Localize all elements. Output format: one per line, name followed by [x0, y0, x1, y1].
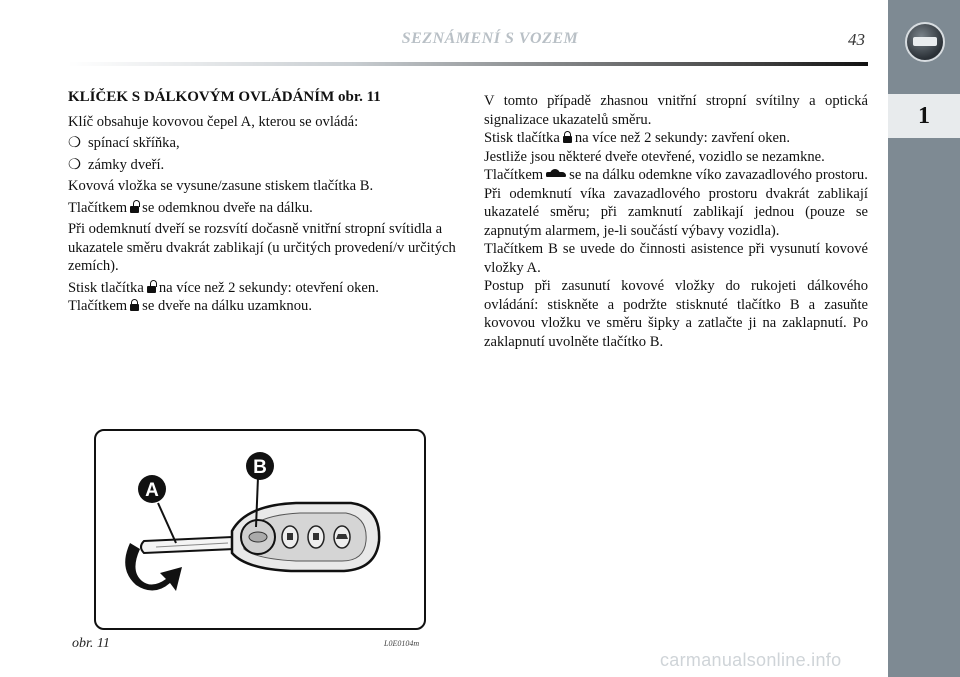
paragraph: Postup při zasunutí kovové vložky do rukojeti dálkového ovládání: stiskněte a podržte stisknuté tlačítko B a zasuňte kovovou vložku ve směru šipky a zatlačte ji na zaklapnutí. Po zaklapnutí uvolněte tlačítko B.	[484, 278, 868, 350]
figure-frame	[94, 429, 426, 630]
unlock-icon	[147, 281, 156, 293]
bullet-icon: ❍	[68, 156, 82, 173]
running-title: SEZNÁMENÍ S VOZEM	[401, 30, 579, 47]
chapter-tab[interactable]: 1	[888, 94, 960, 138]
bullet-icon: ❍	[68, 135, 82, 151]
lock-icon	[563, 131, 572, 143]
car-trunk-icon	[546, 169, 566, 179]
paragraph: Tlačítkem se odemknou dveře na dálku.	[68, 199, 313, 216]
watermark: carmanualsonline.info	[660, 650, 842, 670]
lancia-logo-icon	[905, 22, 945, 62]
section-heading: KLÍČEK S DÁLKOVÝM OVLÁDÁNÍM obr. 11	[68, 89, 381, 105]
paragraph: Stisk tlačítka na více než 2 sekundy: otevření oken.	[68, 279, 379, 296]
label-b: B	[253, 457, 267, 478]
paragraph: Tlačítkem se dveře na dálku uzamknou.	[68, 298, 312, 314]
figure-code: L0E0104m	[384, 639, 420, 648]
lock-icon	[130, 299, 139, 311]
paragraph: Při odemknutí dveří se rozsvítí dočasně vnitřní stropní svítidla a ukazatele směru dvakrát zablikají (u určitých provedení/v určitých zemích).	[68, 221, 456, 274]
paragraph: Jestliže jsou některé dveře otevřené, vozidlo se nezamkne.	[484, 148, 825, 165]
page-number: 43	[848, 30, 865, 49]
paragraph: Tlačítkem B se uvede do činnosti asistence při vysunutí kovové vložky A.	[484, 241, 868, 276]
paragraph: Tlačítkem se na dálku odemkne víko zavazadlového prostoru.	[484, 167, 868, 183]
right-column	[484, 92, 868, 351]
unlock-icon	[130, 201, 139, 213]
intro-text: Klíč obsahuje kovovou čepel A, kterou se ovládá:	[68, 113, 359, 130]
list-item: ❍ spínací skříňka,	[68, 135, 180, 151]
header-rule	[68, 62, 868, 66]
key-illustration	[96, 431, 424, 628]
label-a: A	[145, 480, 159, 501]
left-column	[68, 88, 458, 319]
paragraph: V tomto případě zhasnou vnitřní stropní svítilny a optická signalizace ukazatelů směru.	[484, 93, 868, 128]
paragraph: Při odemknutí víka zavazadlového prostoru dvakrát zablikají ukazatelé směru; při zamknutí zablikají jednou (pouze se zapnutým alarmem, je-li součástí výbavy vozidla).	[484, 185, 868, 239]
paragraph: Kovová vložka se vysune/zasune stiskem tlačítka B.	[68, 178, 374, 194]
figure-caption: obr. 11	[72, 636, 110, 651]
list-item: ❍ zámky dveří.	[68, 156, 165, 173]
paragraph: Stisk tlačítka na více než 2 sekundy: zavření oken.	[484, 130, 790, 146]
